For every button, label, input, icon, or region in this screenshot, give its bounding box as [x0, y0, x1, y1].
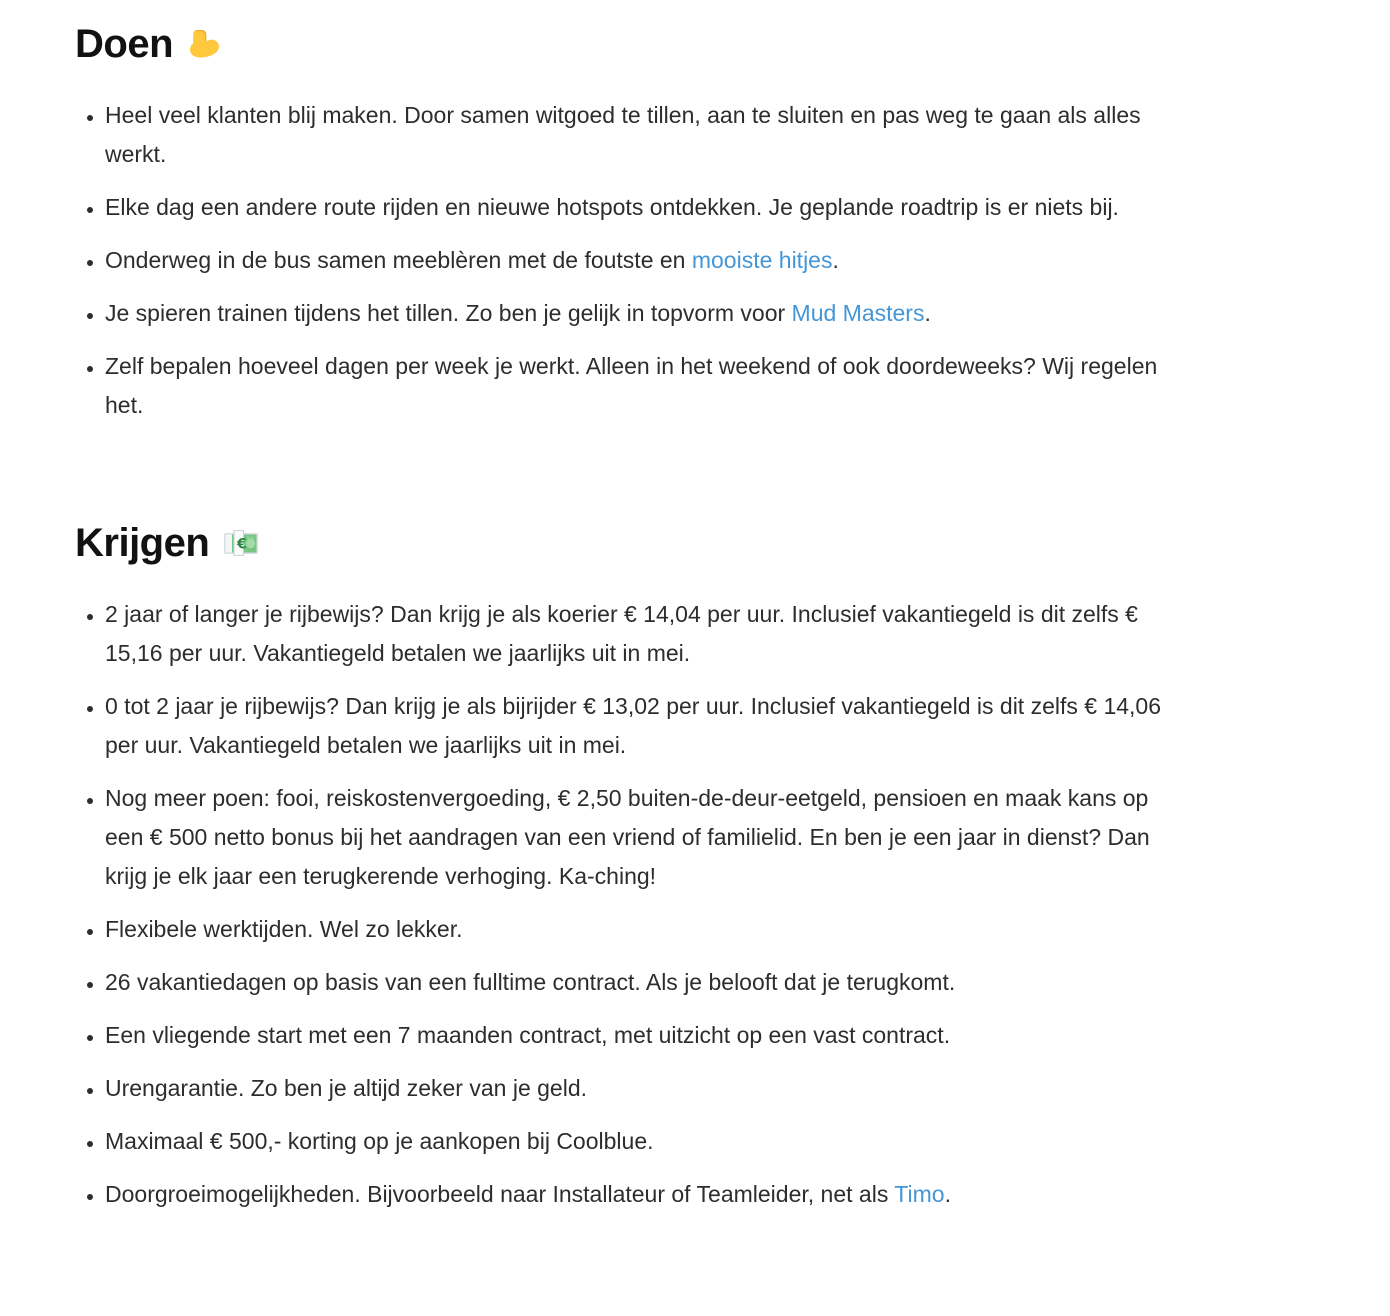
list-item: • Heel veel klanten blij maken. Door samen witgoed te tillen, aan te sluiten en pas weg te gaan als alles werkt. [105, 96, 1185, 174]
list-item: • Doorgroeimogelijkheden. Bijvoorbeeld naar Installateur of Teamleider, net als Timo. [105, 1175, 1185, 1214]
mud-masters-link[interactable]: Mud Masters [791, 300, 925, 326]
section-doen [75, 20, 1185, 425]
list-item: • 26 vakantiedagen op basis van een fulltime contract. Als je belooft dat je terugkomt. [105, 963, 1185, 1002]
list-item: • Onderweg in de bus samen meeblèren met de foutste en mooiste hitjes. [105, 241, 1185, 280]
section-title-krijgen [75, 519, 1185, 567]
list-item: • 0 tot 2 jaar je rijbewijs? Dan krijg je als bijrijder € 13,02 per uur. Inclusief vakantiegeld is dit zelfs € 14,06 per uur. Vakantiegeld betalen we jaarlijks uit in mei. [105, 687, 1185, 765]
list-item: • Elke dag een andere route rijden en nieuwe hotspots ontdekken. Je geplande roadtrip is er niets bij. [105, 188, 1185, 227]
list-item: • Flexibele werktijden. Wel zo lekker. [105, 910, 1185, 949]
krijgen-list [75, 595, 1185, 1214]
timo-link[interactable]: Timo [894, 1181, 945, 1207]
euro-banknotes-icon [223, 527, 259, 559]
section-title-text: Krijgen [75, 521, 210, 565]
list-item: • Je spieren trainen tijdens het tillen. Zo ben je gelijk in topvorm voor Mud Masters. [105, 294, 1185, 333]
section-title-text: Doen [75, 22, 173, 66]
list-item: • Urengarantie. Zo ben je altijd zeker van je geld. [105, 1069, 1185, 1108]
list-item: • Zelf bepalen hoeveel dagen per week je werkt. Alleen in het weekend of ook doordeweeks? Wij regelen het. [105, 347, 1185, 425]
svg-text:€: € [237, 536, 247, 553]
list-item: • Een vliegende start met een 7 maanden contract, met uitzicht op een vast contract. [105, 1016, 1185, 1055]
mooiste-hitjes-link[interactable]: mooiste hitjes [691, 247, 833, 273]
flexed-biceps-icon [187, 27, 221, 61]
list-item: • Nog meer poen: fooi, reiskostenvergoeding, € 2,50 buiten-de-deur-eetgeld, pensioen en maak kans op een € 500 netto bonus bij het aandragen van een vriend of familielid. En ben je een jaar in dienst? Dan krijg je elk jaar een terugkerende verhoging. Ka-ching! [105, 779, 1185, 896]
list-item: • Maximaal € 500,- korting op je aankopen bij Coolblue. [105, 1122, 1185, 1161]
section-krijgen [75, 519, 1185, 1214]
doen-list [75, 96, 1185, 425]
section-title-doen [75, 20, 1185, 68]
list-item: • 2 jaar of langer je rijbewijs? Dan krijg je als koerier € 14,04 per uur. Inclusief vakantiegeld is dit zelfs € 15,16 per uur. Vakantiegeld betalen we jaarlijks uit in mei. [105, 595, 1185, 673]
